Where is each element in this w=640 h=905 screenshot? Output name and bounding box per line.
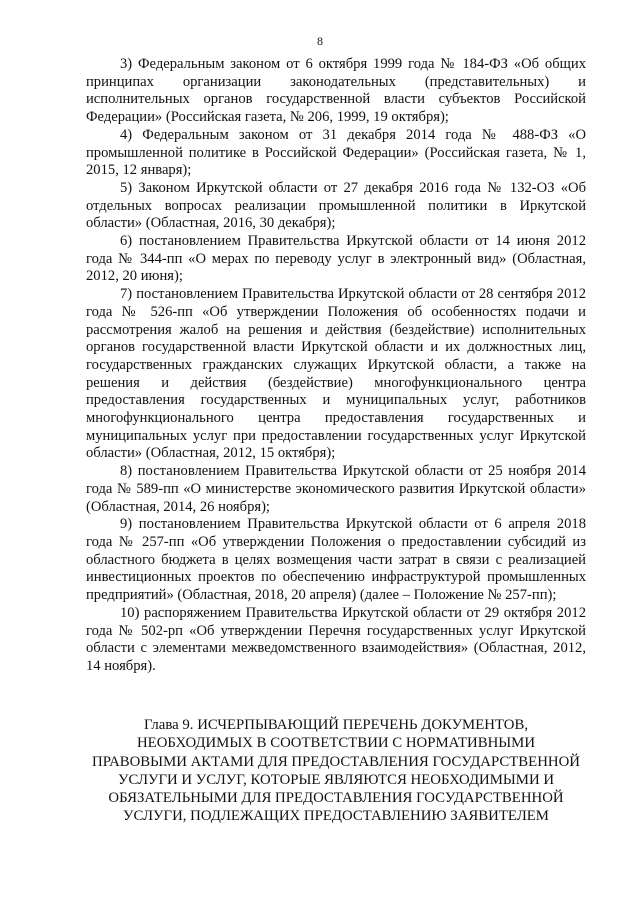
page-number: 8 — [317, 34, 323, 48]
chapter-heading-line-4: УСЛУГИ И УСЛУГ, КОТОРЫЕ ЯВЛЯЮТСЯ НЕОБХОДИМЫМИ И — [117, 771, 555, 788]
list-item-8: 8) постановлением Правительства Иркутской области от 25 ноября 2014 года № 589-пп «О министерстве экономического развития Иркутской области» (Областная, 2014, 26 ноября); — [86, 463, 586, 515]
legal-acts-list — [86, 56, 586, 676]
list-item-10: 10) распоряжением Правительства Иркутской области от 29 октября 2012 года № 502-рп «Об утверждении Перечня государственных услуг Иркутской области с элементами межведомственного взаимодействия» (Областная, 2012, 14 ноября). — [86, 604, 586, 674]
chapter-heading-line-5: ОБЯЗАТЕЛЬНЫМИ ДЛЯ ПРЕДОСТАВЛЕНИЯ ГОСУДАРСТВЕННОЙ — [108, 790, 564, 807]
list-item-6: 6) постановлением Правительства Иркутской области от 14 июня 2012 года № 344-пп «О мерах по переводу услуг в электронный вид» (Областная, 2012, 20 июня); — [86, 233, 586, 285]
chapter-heading-line-6: УСЛУГИ, ПОДЛЕЖАЩИХ ПРЕДОСТАВЛЕНИЮ ЗАЯВИТЕЛЕМ — [123, 808, 549, 825]
list-item-3: 3) Федеральным законом от 6 октября 1999 года № 184-ФЗ «Об общих принципах организации законодательных (представительных) и исполнительных органов государственной власти субъектов Российской Федерации» (Российская газета, № 206, 1999, 19 октября); — [86, 56, 586, 126]
list-item-4: 4) Федеральным законом от 31 декабря 2014 года № 488-ФЗ «О промышленной политике в Российской Федерации» (Российская газета, № 1, 2015, 12 января); — [86, 126, 586, 179]
list-item-5: 5) Законом Иркутской области от 27 декабря 2016 года № 132-ОЗ «Об отдельных вопросах реализации промышленной политики в Иркутской области» (Областная, 2016, 30 декабря); — [86, 179, 586, 232]
chapter-heading-line-2: НЕОБХОДИМЫХ В СООТВЕТСТВИИ С НОРМАТИВНЫМИ — [136, 735, 536, 752]
list-item-7: 7) постановлением Правительства Иркутской области от 28 сентября 2012 года № 526-пп «Об утверждении Положения об особенностях подачи и рассмотрения жалоб на решения и действия (бездействие) исполнительных органов государственной власти Иркутской области и их должностных лиц, государственных гражданских служащих Иркутской области, а также на решения и действия (бездействие) многофункционального центра предоставления государственных и муниципальных услуг, работников многофункционального центра предоставления государственных и муниципальных услуг при предоставлении государственных услуг Иркутской области» (Областная, 2012, 15 октября); — [86, 286, 586, 462]
chapter-heading — [86, 716, 586, 826]
chapter-heading-line-1: Глава 9. ИСЧЕРПЫВАЮЩИЙ ПЕРЕЧЕНЬ ДОКУМЕНТОВ, — [143, 717, 529, 733]
chapter-heading-line-3: ПРАВОВЫМИ АКТАМИ ДЛЯ ПРЕДОСТАВЛЕНИЯ ГОСУДАРСТВЕННОЙ — [92, 753, 580, 770]
list-item-9: 9) постановлением Правительства Иркутской области от 6 апреля 2018 года № 257-пп «Об утверждении Положения о предоставлении субсидий из областного бюджета в целях возмещения части затрат в связи с реализацией инвестиционных проектов по обеспечению инфраструктурой промышленных предприятий» (Областная, 2018, 20 апреля) (далее – Положение № 257-пп); — [86, 516, 586, 604]
